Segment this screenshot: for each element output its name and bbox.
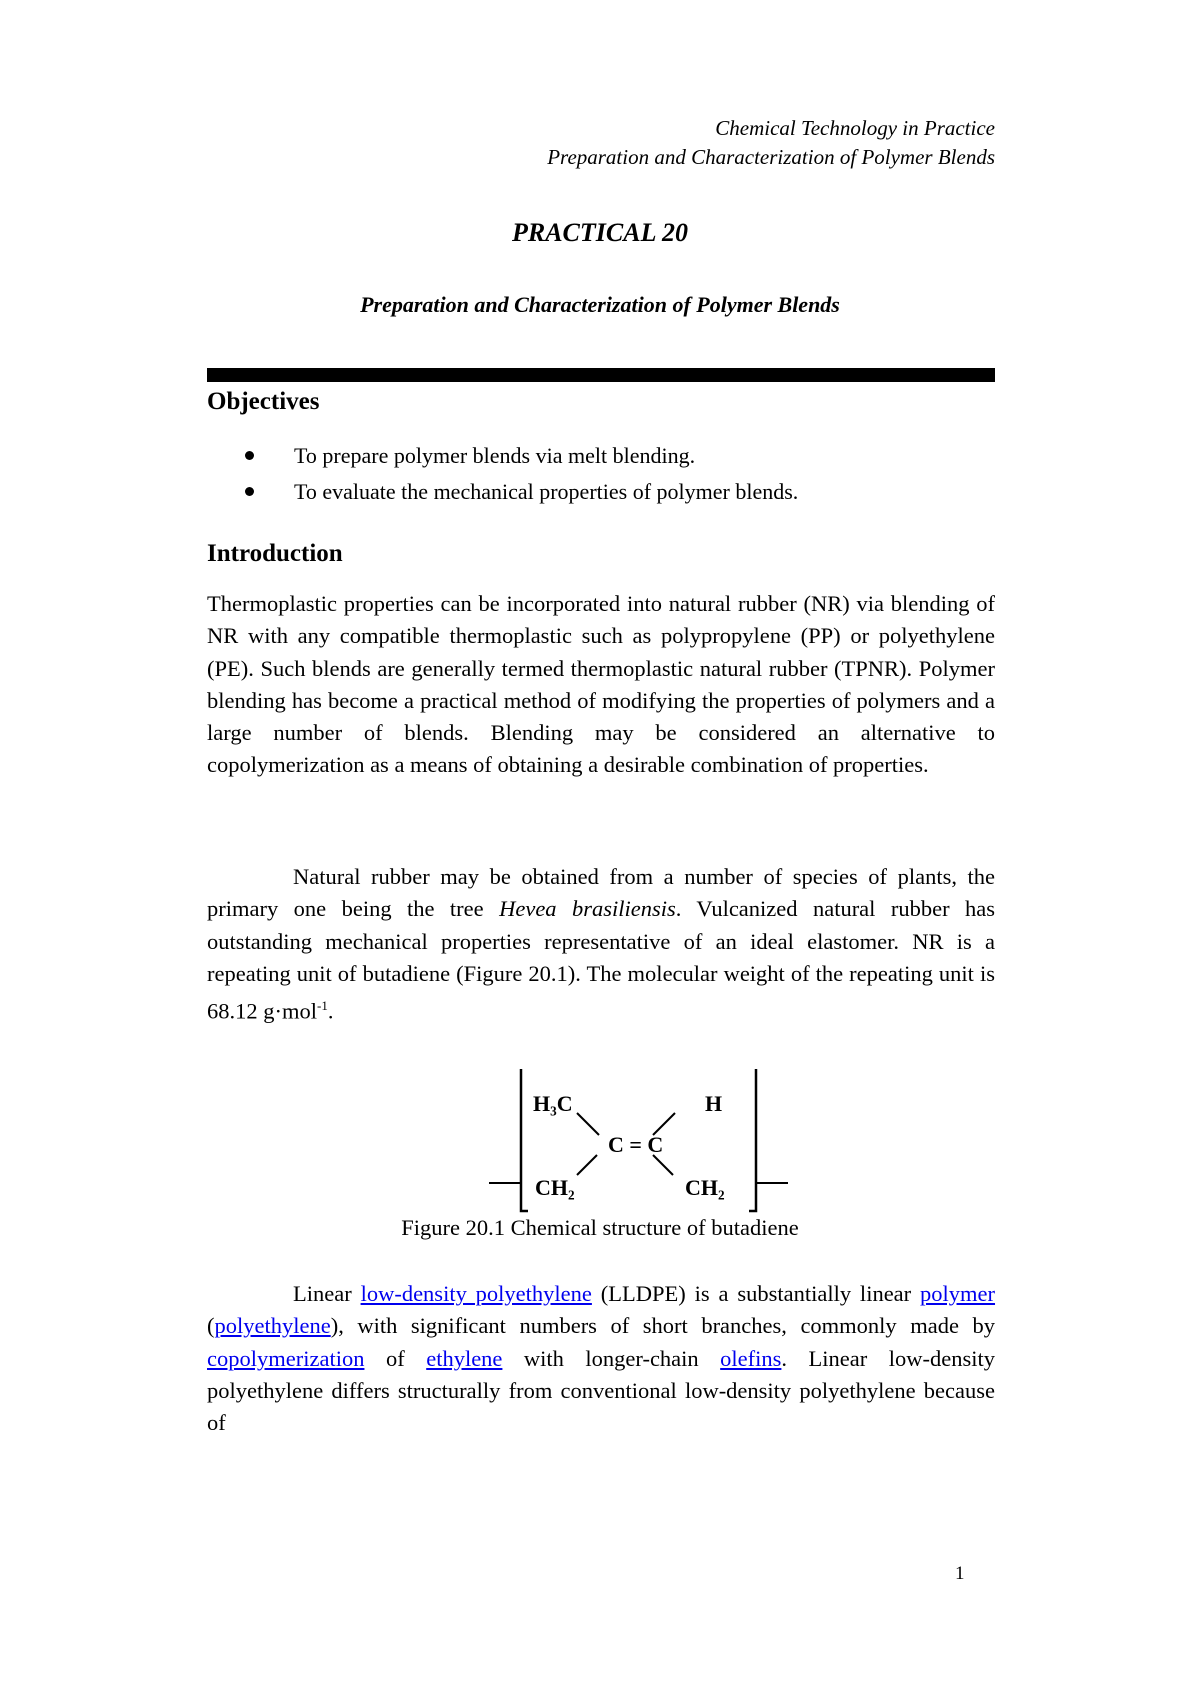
unit-exponent: -1 [317,998,328,1014]
h-label: H [705,1091,723,1116]
header-course-title: Chemical Technology in Practice [715,116,995,140]
link-copolymerization[interactable]: copolymerization [207,1345,365,1371]
paragraph-text: (LLDPE) is a substantially linear [591,1281,921,1306]
objective-text: To evaluate the mechanical properties of polymer blends. [294,479,799,504]
ch2-left-label: CH₂ [535,1175,575,1200]
intro-paragraph-2 [207,861,995,1028]
introduction-heading: Introduction [207,540,343,567]
bond-line [577,1113,599,1135]
link-ethylene[interactable]: ethylene [426,1345,503,1371]
paragraph-text: ), with significant numbers of short branches, commonly made by [330,1313,995,1339]
practical-subtitle: Preparation and Characterization of Polymer Blends [360,292,840,317]
list-item [207,438,798,474]
practical-title: PRACTICAL 20 [511,218,688,247]
section-divider [207,368,995,382]
objectives-list [207,438,798,510]
paragraph-text: of [364,1345,427,1371]
bullet-icon [245,451,254,460]
list-item [207,474,798,510]
species-name: Hevea brasiliensis [499,896,676,922]
paragraph-text: . Vulcanized natural rubber has outstanding mechanical properties representative of an ideal elastomer. NR is a repeating unit of butadiene (Figure 20.1). The molecular weight of the repeating unit is 68.12 g·mol [207,896,996,1024]
bond-line [577,1155,597,1175]
objectives-heading: Objectives [207,388,320,415]
header-practical-title: Preparation and Characterization of Polymer Blends [547,145,995,169]
link-olefins[interactable]: olefins [720,1345,782,1371]
paragraph-text: . [327,998,334,1024]
figure-caption: Figure 20.1 Chemical structure of butadiene [401,1215,799,1240]
left-bracket [521,1069,528,1211]
page-number: 1 [955,1563,965,1584]
ch2-right-label: CH₂ [685,1175,725,1200]
bond-line [653,1155,673,1175]
right-bracket [749,1069,756,1211]
bullet-icon [245,487,254,496]
intro-paragraph-3 [207,1278,995,1439]
paragraph-text: ( [207,1313,215,1339]
link-polymer[interactable]: polymer [920,1281,996,1306]
butadiene-structure-figure [465,1063,810,1219]
double-bond-label: C = C [608,1132,664,1157]
running-header [547,114,995,172]
h3c-label: H₃C [533,1091,573,1116]
paragraph-text: . Linear low-density polyethylene differs structurally from conventional low-density polyethylene because of [207,1345,995,1436]
chemical-structure-diagram [465,1063,810,1219]
link-polyethylene[interactable]: polyethylene [214,1313,331,1339]
objective-text: To prepare polymer blends via melt blending. [294,443,696,468]
intro-paragraph-1: Thermoplastic properties can be incorporated into natural rubber (NR) via blending of NR with any compatible thermoplastic such as polypropylene (PP) or polyethylene (PE). Such blends are generally termed thermoplastic natural rubber (TPNR). Polymer blending has become a practical method of modifying the properties of polymers and a large number of blends. Blending may be considered an alternative to copolymerization as a means of obtaining a desirable combination of properties. [207,591,995,778]
paragraph-text: Natural rubber may be obtained from a number of species of plants, the primary one being the tree [207,864,995,922]
paragraph-text: Linear [293,1281,361,1306]
link-low-density-polyethylene[interactable]: low-density polyethylene [360,1281,592,1306]
paragraph-text: with longer-chain [502,1345,721,1371]
